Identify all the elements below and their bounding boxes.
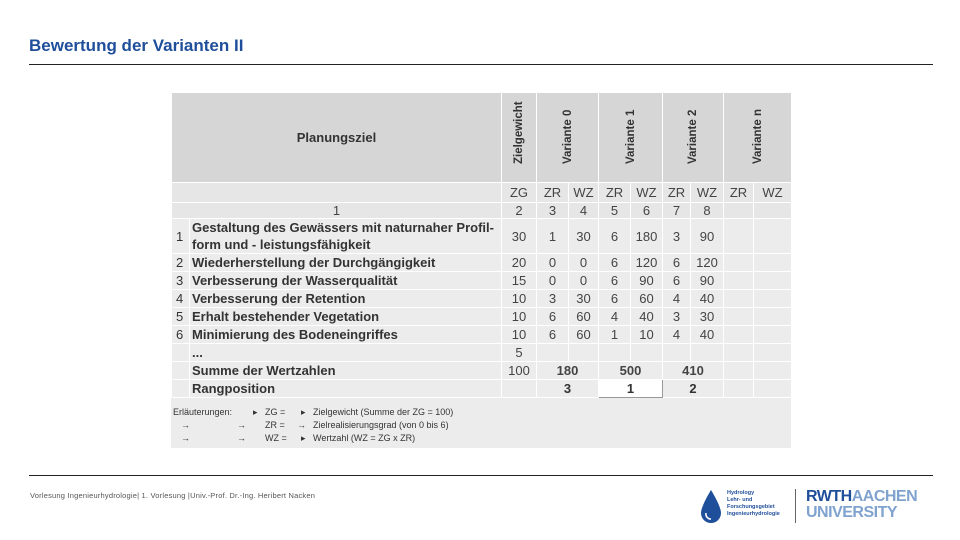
- legend-text: Wertzahl (WZ = ZG x ZR): [313, 433, 416, 443]
- column-header-variante-n: Variante n: [724, 93, 792, 183]
- legend-abbr: WZ =: [265, 433, 287, 443]
- legend-intro: Erläuterungen:: [173, 407, 233, 417]
- slide-title: Bewertung der Varianten II: [29, 36, 244, 55]
- legend-abbr: ZR =: [265, 420, 285, 430]
- arrow-icon: →: [237, 420, 246, 430]
- bullet-icon: ▸: [253, 407, 258, 417]
- table-row: 2 Wiederherstellung der Durchgängigkeit 20 0 0 6 120 6 120: [172, 254, 792, 272]
- water-drop-icon: [700, 489, 722, 525]
- column-number-row: 1 2 3 4 5 6 7 8: [172, 203, 792, 219]
- evaluation-table: [171, 92, 791, 448]
- legend-line-zg: [173, 407, 789, 420]
- evaluation-grid: [171, 92, 791, 398]
- legend-line-wz: [173, 433, 789, 446]
- arrow-icon: →: [237, 433, 246, 443]
- planungsziel-header: Planungsziel: [172, 93, 502, 183]
- table-row: 6 Minimierung des Bodeneingriffes 10 6 60 1 10 4 40: [172, 326, 792, 344]
- table-row: 1 Gestaltung des Gewässers mit naturnaher Profil-form und - leistungsfähigkeit 30 1 30 6 180 3 90: [172, 219, 792, 254]
- institute-logo-text: Hydrology Lehr- und Forschungsgebiet Ingenieurhydrologie: [727, 490, 780, 517]
- legend-abbr: ZG =: [265, 407, 286, 417]
- rank-row: Rangposition 3 1 2: [172, 380, 792, 398]
- arrow-icon: ▸: [301, 407, 306, 417]
- column-header-zielgewicht: Zielgewicht: [502, 93, 537, 183]
- legend-line-zr: [173, 420, 789, 433]
- logo-divider: [795, 489, 796, 523]
- title-divider: [29, 64, 933, 65]
- arrow-icon: ▸: [301, 433, 306, 443]
- column-header-variante-1: Variante 1: [599, 93, 663, 183]
- legend: [171, 406, 791, 448]
- table-row: 5 Erhalt bestehender Vegetation 10 6 60 4 40 3 30: [172, 308, 792, 326]
- arrow-icon: →: [181, 433, 190, 443]
- arrow-icon: →: [181, 420, 190, 430]
- sum-row: Summe der Wertzahlen 100 180 500 410: [172, 362, 792, 380]
- arrow-icon: →: [297, 420, 306, 430]
- abbreviation-row: ZG ZR WZ ZR WZ ZR WZ ZR WZ: [172, 183, 792, 203]
- footer-text: Vorlesung Ingenieurhydrologie| 1. Vorlesung |Univ.-Prof. Dr.-Ing. Heribert Nacken: [30, 491, 316, 500]
- ellipsis-row: ... 5: [172, 344, 792, 362]
- column-header-variante-2: Variante 2: [663, 93, 724, 183]
- legend-text: Zielrealisierungsgrad (von 0 bis 6): [313, 420, 449, 430]
- column-header-variante-0: Variante 0: [537, 93, 599, 183]
- table-row: 3 Verbesserung der Wasserqualität 15 0 0 6 90 6 90: [172, 272, 792, 290]
- footer-divider: [29, 475, 933, 476]
- legend-text: Zielgewicht (Summe der ZG = 100): [313, 407, 454, 417]
- rwth-logo: RWTHAACHEN UNIVERSITY: [806, 488, 918, 521]
- table-row: 4 Verbesserung der Retention 10 3 30 6 60 4 40: [172, 290, 792, 308]
